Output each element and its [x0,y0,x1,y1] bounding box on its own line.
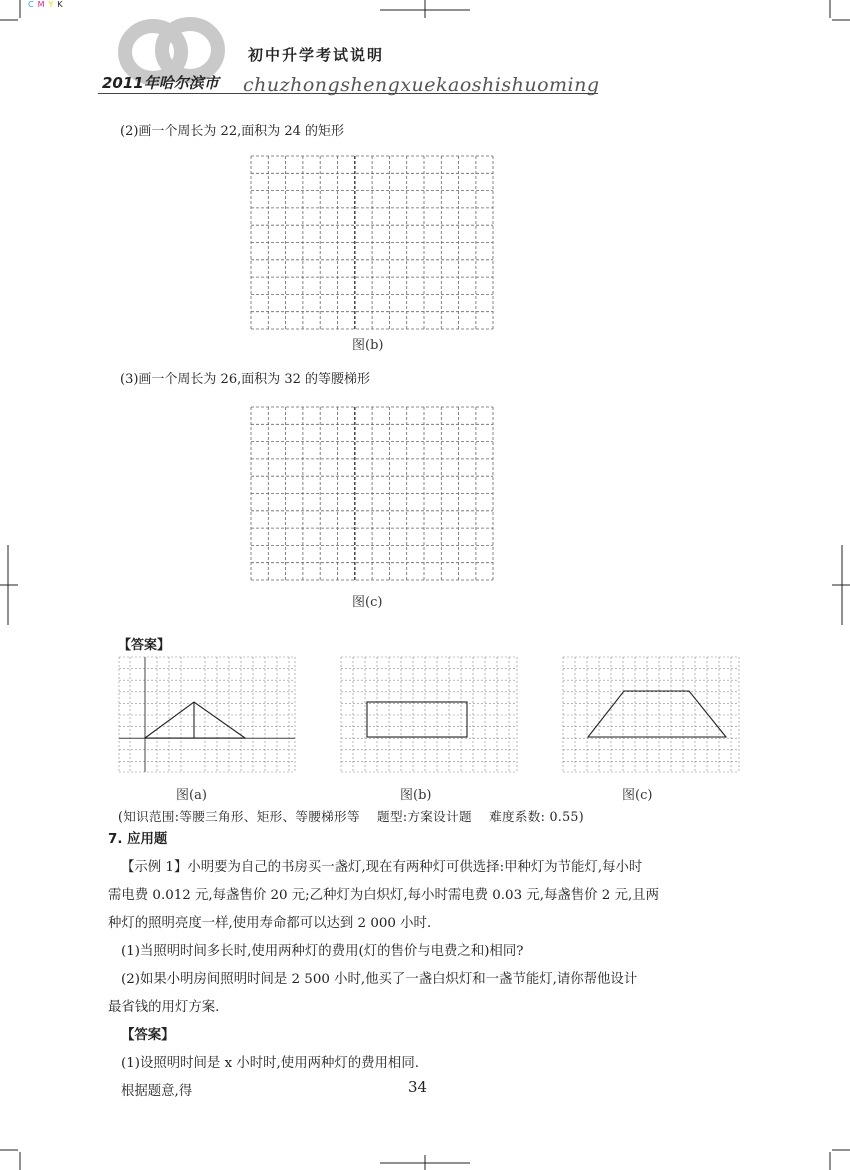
answer-line-1: (1)设照明时间是 x 小时时,使用两种灯的费用相同. [121,1056,419,1071]
caption-answer-b: 图(b) [400,788,432,803]
header-rule [98,92,598,96]
answer-label-1: 【答案】 [118,638,171,653]
cmyk-k: K [57,0,64,9]
answer-figure-b [340,656,520,774]
header-pinyin: chuzhongshengxuekaoshishuoming [243,74,600,96]
header-year-city: 2011年哈尔滨市 [102,74,219,92]
page-number: 34 [408,1078,428,1096]
section-title: 7. 应用题 [108,832,168,847]
caption-figure-b: 图(b) [352,338,384,353]
question-1: (1)当照明时间多长时,使用两种灯的费用(灯的售价与电费之和)相同? [121,944,524,959]
section-7 [108,826,744,854]
knowledge-note: (知识范围:等腰三角形、矩形、等腰梯形等 题型:方案设计题 难度系数: 0.55) [118,809,584,824]
answer-line-2: 根据题意,得 [121,1084,193,1099]
item-3-text: (3)画一个周长为 26,面积为 32 的等腰梯形 [120,372,371,387]
example-line-2: 需电费 0.012 元,每盏售价 20 元;乙种灯为白炽灯,每小时需电费 0.03 元,每盏售价 2 元,且两 [108,888,660,903]
answer-label-2: 【答案】 [121,1028,175,1043]
cmyk-m: M [37,0,46,9]
example-1 [108,854,748,1106]
example-line-3: 种灯的照明亮度一样,使用寿命都可以达到 2 000 小时. [108,916,432,931]
question-2-line-2: 最省钱的用灯方案. [108,1000,220,1015]
item-2-text: (2)画一个周长为 22,面积为 24 的矩形 [120,124,345,139]
header-title: 初中升学考试说明 [248,46,385,64]
question-2-line-1: (2)如果小明房间照明时间是 2 500 小时,他买了一盏白炽灯和一盏节能灯,请你帮他设计 [121,972,638,987]
example-line-1: 【示例 1】小明要为自己的书房买一盏灯,现在有两种灯可供选择:甲种灯为节能灯,每小时 [121,860,643,875]
cmyk-c: C [28,0,35,9]
grid-figure-c [250,406,495,581]
grid-figure-b [250,155,495,330]
answer-figure-c [562,656,742,774]
cmyk-y: Y [48,0,55,9]
caption-answer-a: 图(a) [176,788,207,803]
answer-figure-a [118,656,298,774]
caption-figure-c: 图(c) [352,595,383,610]
caption-answer-c: 图(c) [622,788,653,803]
